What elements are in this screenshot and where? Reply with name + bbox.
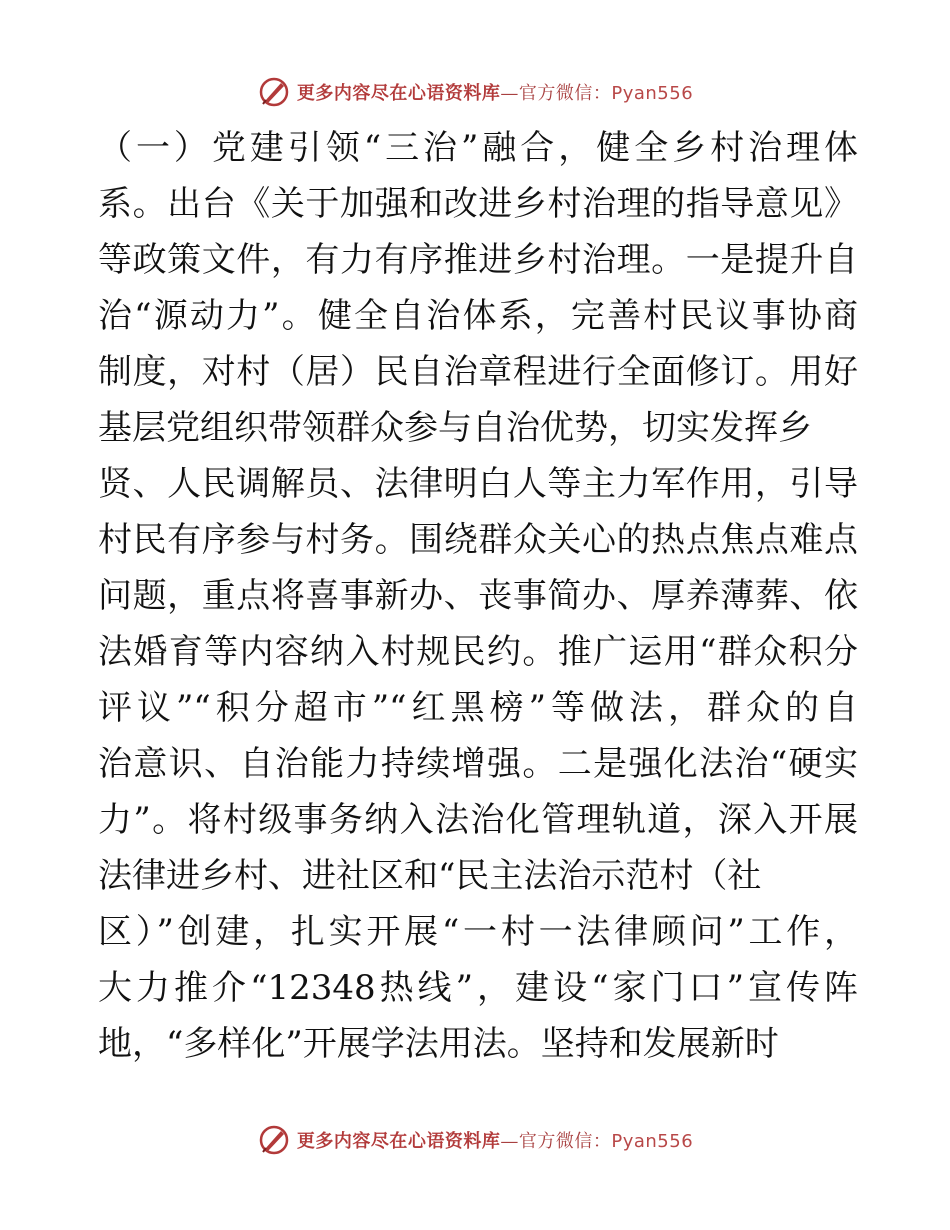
footer-banner-text (297, 1127, 693, 1153)
footer-banner (0, 1120, 950, 1160)
body-line: 地，“多样化”开展学法用法。坚持和发展新时 (98, 1024, 779, 1064)
body-line: 区）”创建，扎实开展“一村一法律顾问”工作， (98, 912, 858, 952)
body-line: 大力推介“12348热线”，建设“家门口”宣传阵 (98, 968, 858, 1008)
body-line: 法婚育等内容纳入村规民约。推广运用“群众积分 (98, 632, 858, 672)
body-line: （一）党建引领“三治”融合，健全乡村治理体 (98, 128, 858, 168)
header-wechat-id: Pyan556 (611, 83, 694, 104)
footer-separator: — (500, 1131, 519, 1152)
header-separator: — (500, 83, 519, 104)
body-line: 治“源动力”。健全自治体系，完善村民议事协商 (98, 296, 858, 336)
quill-logo-icon (257, 75, 291, 109)
body-line: 等政策文件，有力有序推进乡村治理。一是提升自 (98, 240, 858, 280)
header-official-label: 官方微信： (518, 83, 612, 104)
document-body (98, 120, 858, 1072)
body-line: 问题，重点将喜事新办、丧事简办、厚养薄葬、依 (98, 576, 858, 616)
footer-official-label: 官方微信： (518, 1131, 612, 1152)
body-line: 基层党组织带领群众参与自治优势，切实发挥乡 (98, 408, 812, 448)
footer-wechat-id: Pyan556 (611, 1131, 694, 1152)
quill-logo-icon (257, 1123, 291, 1157)
body-line: 村民有序参与村务。围绕群众关心的热点焦点难点 (98, 520, 858, 560)
header-banner-text (297, 79, 693, 105)
body-line: 制度，对村（居）民自治章程进行全面修订。用好 (98, 352, 858, 392)
body-line: 评议”“积分超市”“红黑榜”等做法，群众的自 (98, 688, 858, 728)
body-line: 系。出台《关于加强和改进乡村治理的指导意见》 (98, 184, 858, 224)
body-line: 法律进乡村、进社区和“民主法治示范村（社 (98, 856, 762, 896)
header-site-name: 更多内容尽在心语资料库 (296, 83, 501, 104)
header-banner (0, 72, 950, 112)
body-line: 治意识、自治能力持续增强。二是强化法治“硬实 (98, 744, 858, 784)
footer-site-name: 更多内容尽在心语资料库 (296, 1131, 501, 1152)
body-line: 力”。将村级事务纳入法治化管理轨道，深入开展 (98, 800, 858, 840)
body-line: 贤、人民调解员、法律明白人等主力军作用，引导 (98, 464, 858, 504)
